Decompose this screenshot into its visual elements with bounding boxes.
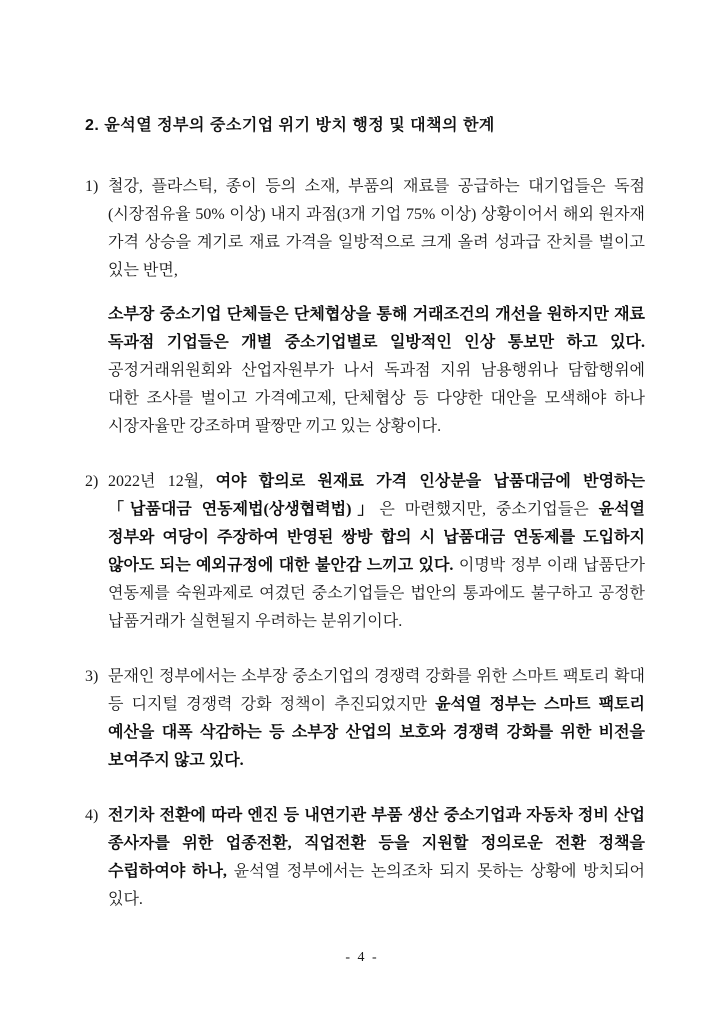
page-number: - 4 - — [345, 950, 379, 965]
text-run-bold: 소부장 중소기업 단체들은 단체협상을 통해 거래조건의 개선을 원하지만 재료 독과점 기업들은 개별 중소기업별로 일방적인 인상 통보만 하고 있다. — [108, 306, 645, 351]
items-list — [85, 173, 645, 914]
item-body — [108, 173, 645, 441]
text-run: 공정거래위원회와 산업자원부가 나서 독과점 지위 남용행위나 담합행위에 대한 조사를 벌이고 가격예고제, 단체협상 등 다양한 대안을 모색해야 하나 시장자율만 강조하며 팔짱만 끼고 있는 상황이다. — [108, 362, 645, 435]
item-number: 1) — [85, 178, 99, 195]
page-title: 2. 윤석열 정부의 중소기업 위기 방치 행정 및 대책의 한계 — [85, 117, 495, 134]
text-run: 은 마련했지만, 중소기업들은 — [379, 501, 599, 518]
text-run: 윤석열 정부에서는 논의조차 되지 못하는 상황에 방치되어 있다. — [108, 863, 645, 908]
text-run-bold: 여야 합의로 원재료 가격 인상분을 납품대금에 반영하는 「납품대금 연동제법(상생협력법)」 — [108, 473, 645, 518]
text-run: 2022년 12월, — [108, 473, 216, 490]
list-item — [85, 802, 645, 914]
paragraph — [108, 173, 645, 285]
text-run: 이명박 정부 이래 납품단가 연동제를 숙원과제로 여겼던 중소기업들은 법안의 통과에도 불구하고 공정한 납품거래가 실현될지 우려하는 분위기이다. — [108, 557, 645, 630]
text-run-bold: 윤석열 정부는 스마트 팩토리 예산을 대폭 삭감하는 등 소부장 산업의 보호와 경쟁력 강화를 위한 비전을 보여주지 않고 있다. — [108, 696, 645, 769]
item-body — [108, 802, 645, 914]
item-number: 2) — [85, 473, 99, 490]
item-body — [108, 663, 645, 775]
item-number: 4) — [85, 807, 99, 824]
paragraph — [108, 468, 645, 636]
item-body — [108, 468, 645, 636]
text-run-bold: 윤석열 정부와 여당이 주장하여 반영된 쌍방 합의 시 납품대금 연동제를 도입하지 않아도 되는 예외규정에 대한 불안감 느끼고 있다. — [108, 501, 645, 574]
list-item — [85, 173, 645, 441]
paragraph — [108, 802, 645, 914]
list-item — [85, 663, 645, 775]
paragraph — [108, 663, 645, 775]
list-item — [85, 468, 645, 636]
paragraph — [108, 301, 645, 441]
text-run: 문재인 정부에서는 소부장 중소기업의 경쟁력 강화를 위한 스마트 팩토리 확대 등 디지털 경쟁력 강화 정책이 추진되었지만 — [108, 668, 645, 713]
item-number: 3) — [85, 668, 99, 685]
text-run: 철강, 플라스틱, 종이 등의 소재, 부품의 재료를 공급하는 대기업들은 독점(시장점유율 50% 이상) 내지 과점(3개 기업 75% 이상) 상황이어서 해외 원자재 가격 상승을 계기로 재료 가격을 일방적으로 크게 올려 성과급 잔치를 벌이고 있는 반면, — [108, 178, 645, 279]
text-run-bold: 전기차 전환에 따라 엔진 등 내연기관 부품 생산 중소기업과 자동차 정비 산업 종사자를 위한 업종전환, 직업전환 등을 지원할 정의로운 전환 정책을 수립하여야 하나, — [108, 807, 645, 880]
